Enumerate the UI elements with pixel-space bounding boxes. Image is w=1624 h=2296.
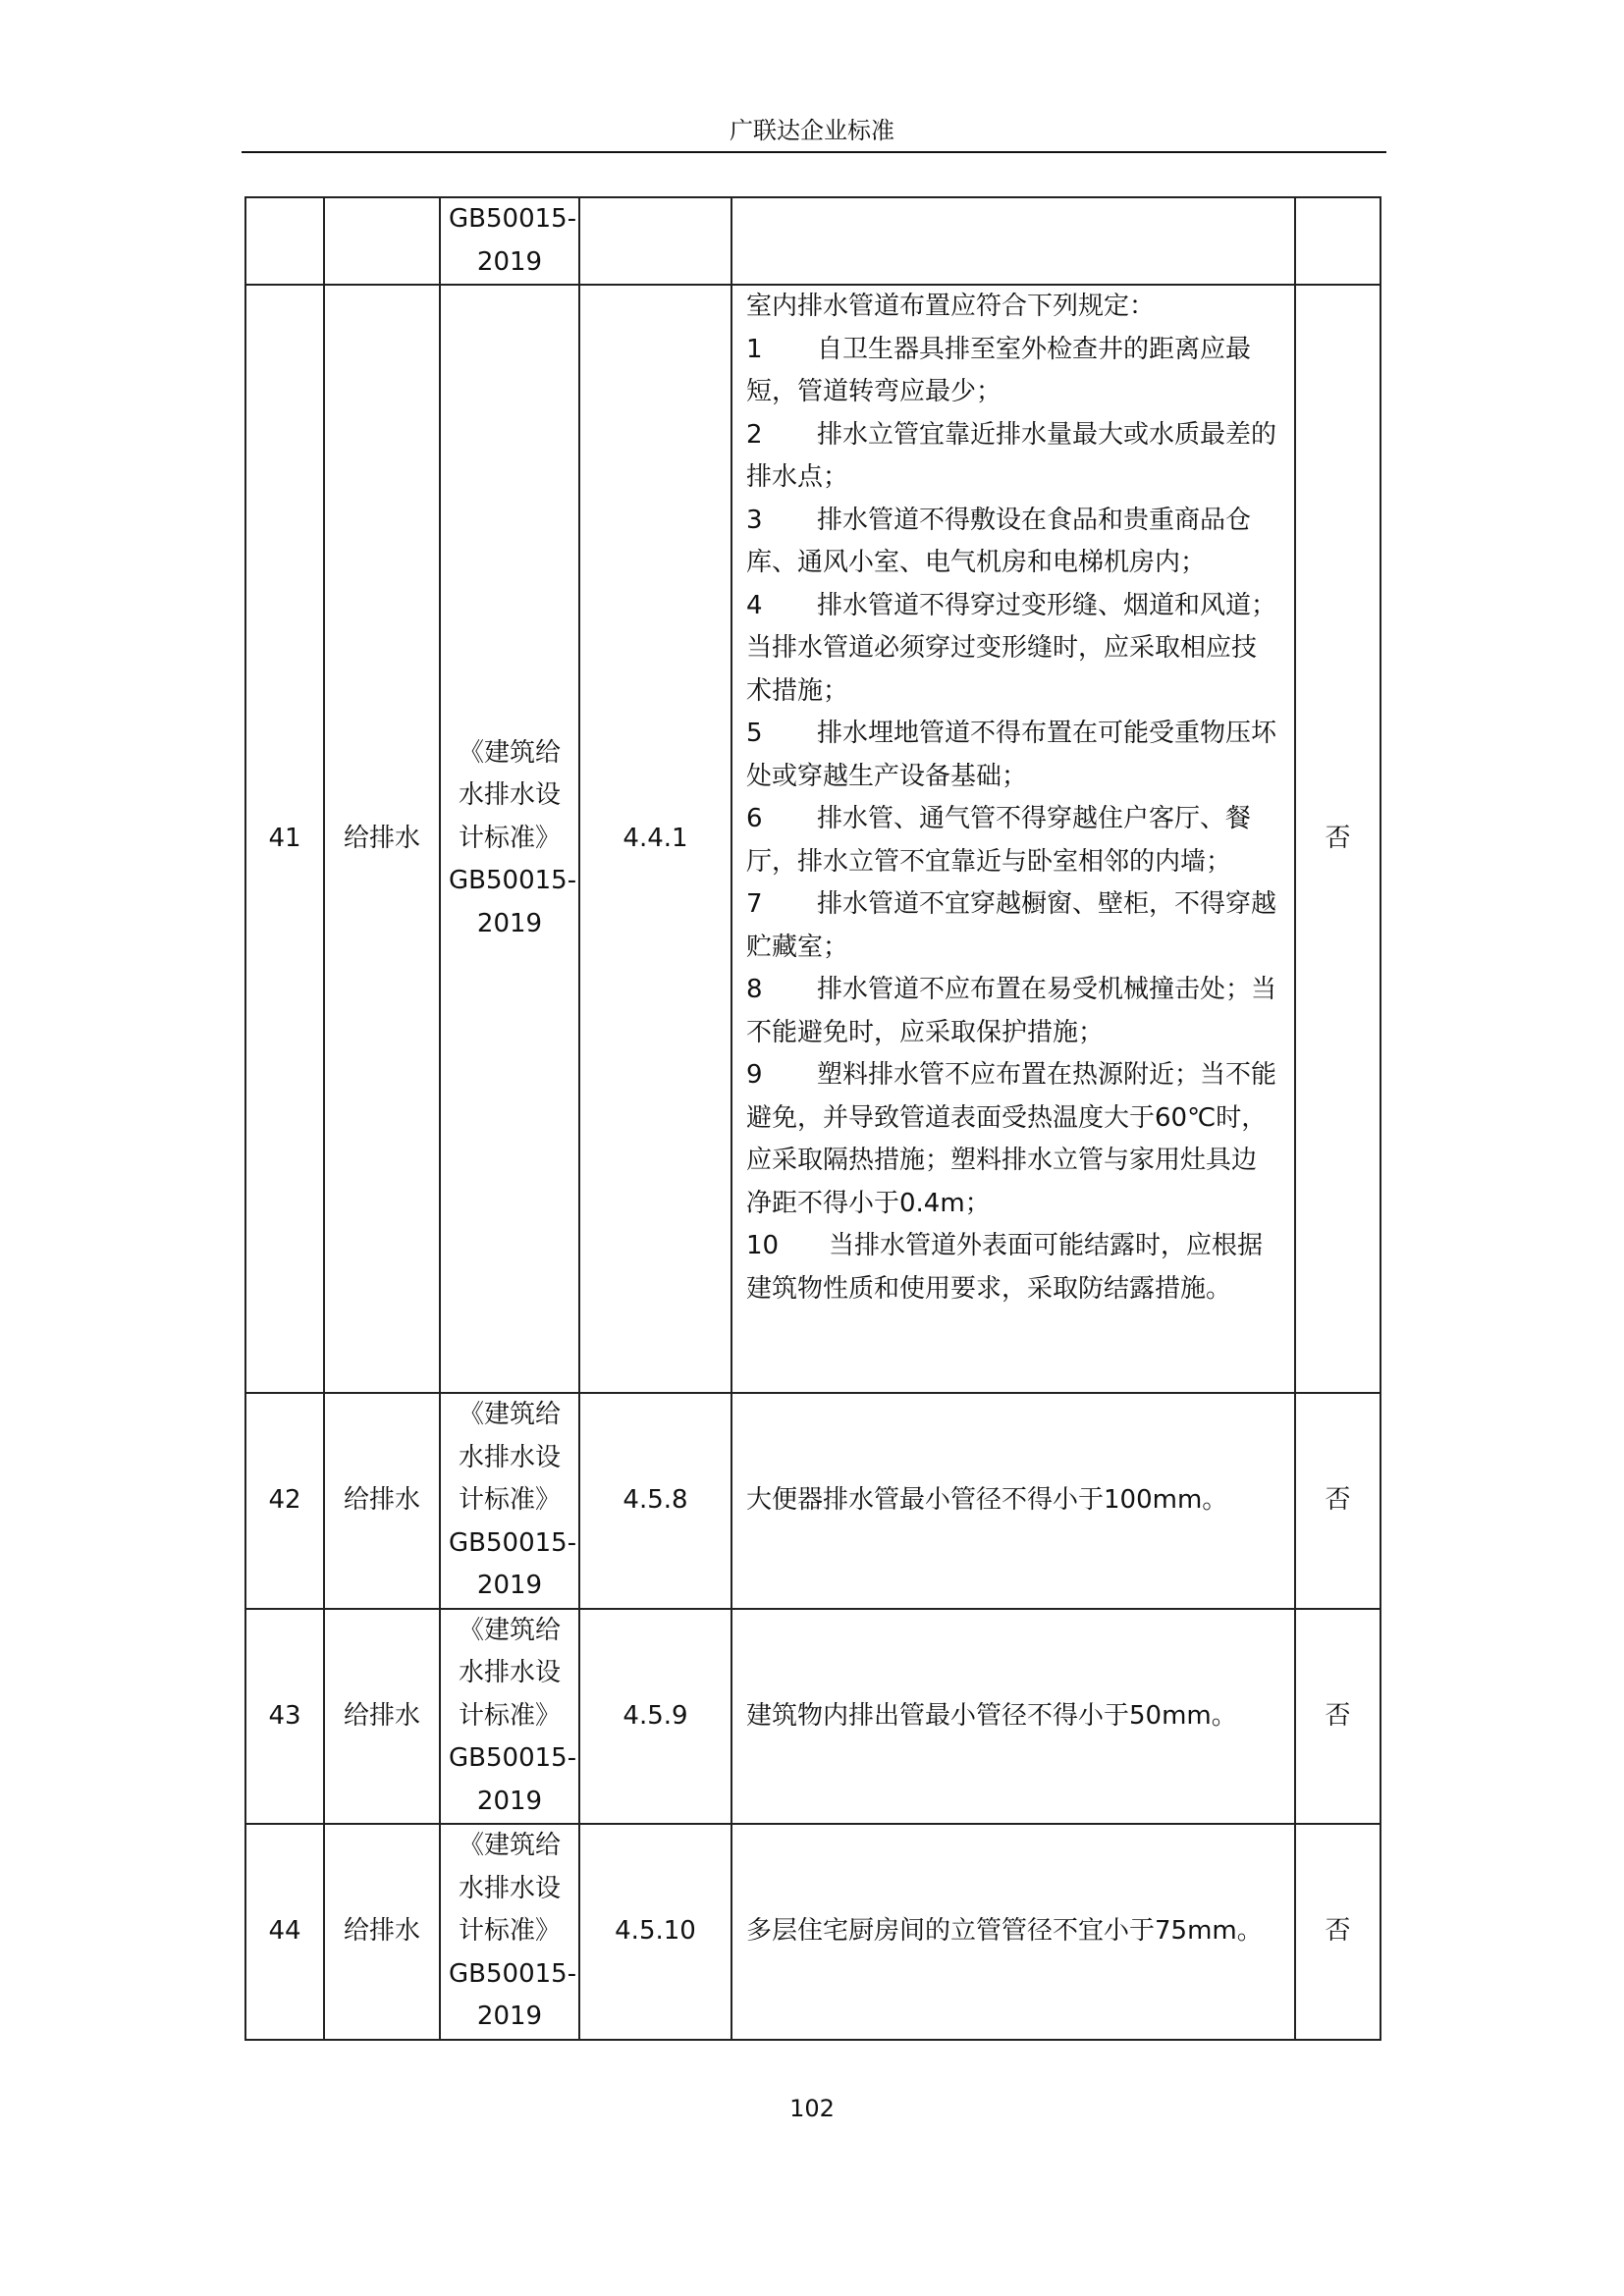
mandatory-cell: 否: [1295, 1393, 1380, 1609]
clause-cell: 4.4.1: [579, 285, 731, 1393]
category-cell: 给排水: [324, 1824, 440, 2040]
item-number: 4: [746, 590, 763, 620]
requirement-cell: 建筑物内排出管最小管径不得小于50mm。: [731, 1609, 1295, 1825]
item-number: 5: [746, 719, 763, 748]
clause-cell: 4.5.9: [579, 1609, 731, 1825]
item-number: 2: [746, 419, 763, 450]
item-number: 1: [746, 334, 763, 364]
requirement-cell: 大便器排水管最小管径不得小于100mm。: [731, 1393, 1295, 1609]
item-number: 6: [746, 804, 763, 833]
clause-cell: 4.5.8: [579, 1393, 731, 1609]
item-text: 排水管道不应布置在易受机械撞击处；当不能避免时，应采取保护措施；: [746, 975, 1277, 1047]
standard-cell: 《建筑给 水排水设 计标准》 GB50015- 2019: [440, 1393, 579, 1609]
requirement-item: [746, 414, 1280, 500]
table-row: [245, 1824, 1380, 2040]
item-text: 排水管道不得敷设在食品和贵重商品仓库、通风小室、电气机房和电梯机房内；: [746, 505, 1252, 577]
mandatory-cell: 否: [1295, 1609, 1380, 1825]
standard-cell: 《建筑给 水排水设 计标准》 GB50015- 2019: [440, 1609, 579, 1825]
item-number: 9: [746, 1060, 763, 1090]
item-text: 排水管、通气管不得穿越住户客厅、餐厅，排水立管不宜靠近与卧室相邻的内墙；: [746, 804, 1252, 877]
table-row: [245, 285, 1380, 1393]
header-rule: [242, 151, 1386, 153]
item-text: 排水埋地管道不得布置在可能受重物压坏处或穿越生产设备基础；: [746, 719, 1277, 791]
standards-table: [244, 196, 1381, 2041]
item-text: 排水管道不宜穿越橱窗、壁柜，不得穿越贮藏室；: [746, 889, 1277, 962]
table-row: [245, 1393, 1380, 1609]
requirement-item: [746, 585, 1280, 714]
row-number-cell: 42: [245, 1393, 324, 1609]
mandatory-cell: [1295, 197, 1380, 285]
standard-cell: 《建筑给 水排水设 计标准》 GB50015- 2019: [440, 1824, 579, 2040]
item-number: 7: [746, 889, 763, 919]
category-cell: 给排水: [324, 1393, 440, 1609]
row-number-cell: 44: [245, 1824, 324, 2040]
requirement-item: [746, 1054, 1280, 1225]
mandatory-cell: 否: [1295, 1824, 1380, 2040]
item-number: 10: [746, 1231, 780, 1260]
table-row: [245, 1609, 1380, 1825]
requirement-item: [746, 798, 1280, 883]
requirement-intro: 室内排水管道布置应符合下列规定：: [746, 292, 1156, 321]
requirement-item: [746, 713, 1280, 798]
requirement-item: [746, 969, 1280, 1054]
item-text: 排水管道不得穿过变形缝、烟道和风道；当排水管道必须穿过变形缝时，应采取相应技术措施；: [746, 590, 1277, 706]
mandatory-cell: 否: [1295, 285, 1380, 1393]
page-header-title: 广联达企业标准: [730, 117, 894, 144]
page-number: 102: [789, 2095, 835, 2122]
category-cell: 给排水: [324, 1609, 440, 1825]
clause-cell: [579, 197, 731, 285]
item-text: 当排水管道外表面可能结露时，应根据建筑物性质和使用要求，采取防结露措施。: [746, 1231, 1264, 1304]
item-number: 8: [746, 975, 763, 1004]
requirement-item: [746, 1225, 1280, 1310]
row-number-cell: [245, 197, 324, 285]
item-text: 自卫生器具排至室外检查井的距离应最短，管道转弯应最少；: [746, 334, 1252, 406]
category-cell: 给排水: [324, 285, 440, 1393]
table-row: [245, 197, 1380, 285]
clause-cell: 4.5.10: [579, 1824, 731, 2040]
requirement-item: [746, 500, 1280, 585]
requirement-cell: [731, 197, 1295, 285]
requirement-item: [746, 329, 1280, 414]
requirement-item: [746, 883, 1280, 969]
requirement-cell: 多层住宅厨房间的立管管径不宜小于75mm。: [731, 1824, 1295, 2040]
item-text: 塑料排水管不应布置在热源附近；当不能避免，并导致管道表面受热温度大于60℃时，应采取隔热措施；塑料排水立管与家用灶具边净距不得小于0.4m；: [746, 1060, 1277, 1218]
category-cell: [324, 197, 440, 285]
item-text: 排水立管宜靠近排水量最大或水质最差的排水点；: [746, 419, 1277, 492]
standard-cell: GB50015- 2019: [440, 197, 579, 285]
standard-cell: 《建筑给 水排水设 计标准》 GB50015- 2019: [440, 285, 579, 1393]
row-number-cell: 41: [245, 285, 324, 1393]
row-number-cell: 43: [245, 1609, 324, 1825]
item-number: 3: [746, 505, 763, 535]
requirement-cell: [731, 285, 1295, 1393]
